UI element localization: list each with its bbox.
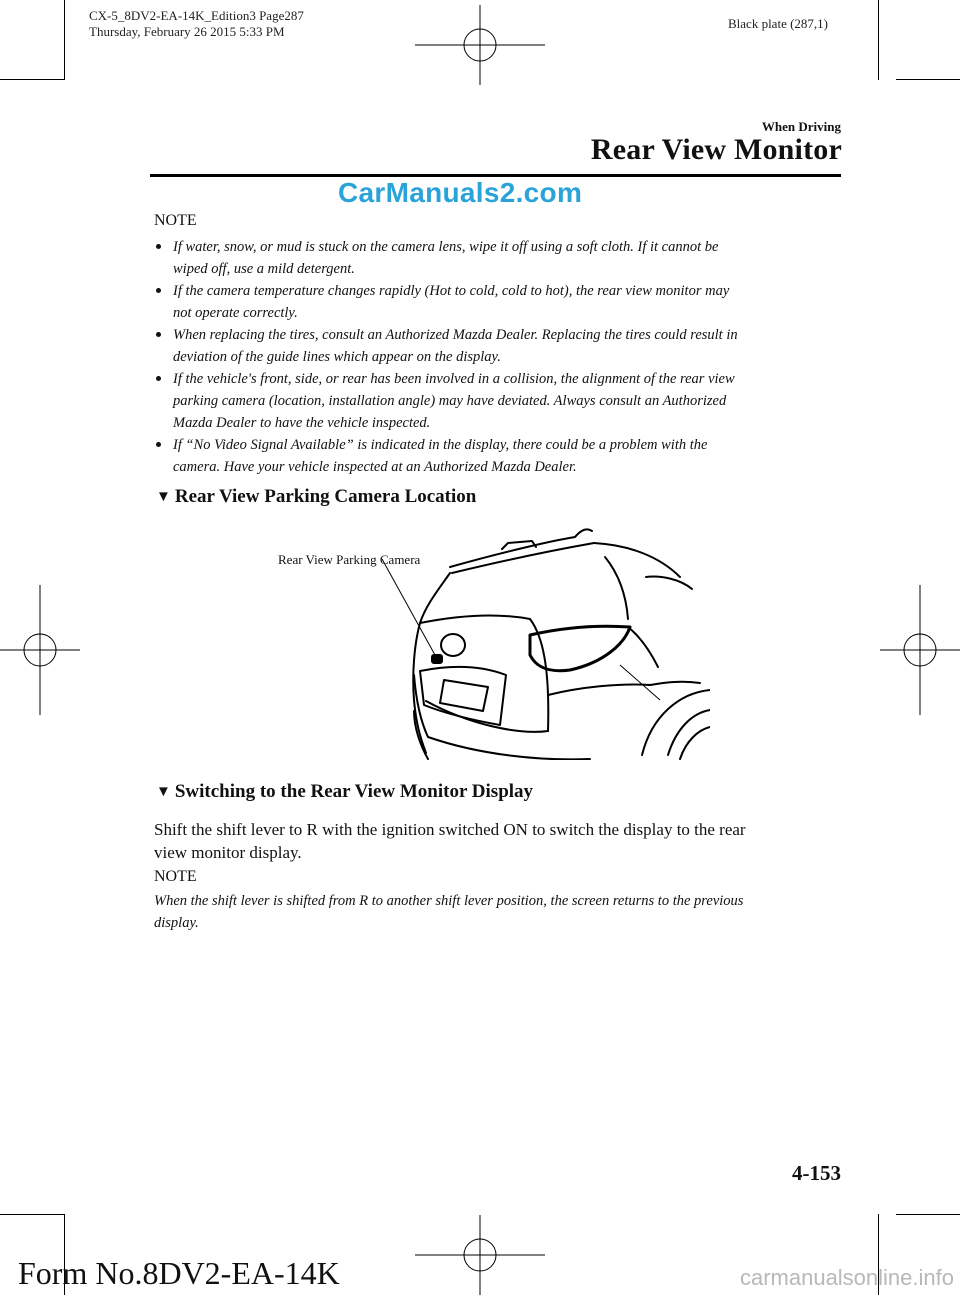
footer-watermark: carmanualsonline.info bbox=[739, 1265, 954, 1290]
crop-mark bbox=[64, 0, 65, 80]
note-heading: NOTE bbox=[154, 212, 197, 229]
registration-mark-right bbox=[880, 585, 960, 715]
bullet-icon bbox=[156, 244, 161, 249]
section-label: When Driving bbox=[761, 119, 841, 134]
note-list bbox=[156, 236, 836, 478]
print-date: Thursday, February 26 2015 5:33 PM bbox=[89, 24, 285, 39]
crop-mark bbox=[896, 79, 960, 80]
triangle-marker-icon: ▼ bbox=[156, 488, 171, 505]
rear-camera-illustration bbox=[380, 515, 710, 760]
bullet-icon bbox=[156, 376, 161, 381]
note-item: When replacing the tires, consult an Authorized Mazda Dealer. Replacing the tires could result in deviation of the guide lines which appear on the display. bbox=[156, 324, 836, 368]
note-item: If “No Video Signal Available” is indicated in the display, there could be a problem with the camera. Have your vehicle inspected at an Authorized Mazda Dealer. bbox=[156, 434, 836, 478]
crop-mark bbox=[896, 1214, 960, 1215]
registration-mark-left bbox=[0, 585, 80, 715]
bullet-icon bbox=[156, 332, 161, 337]
figure-callout-label: Rear View Parking Camera bbox=[278, 552, 421, 567]
note-heading: NOTE bbox=[154, 868, 197, 885]
site-watermark-logo: CarManuals2.com bbox=[338, 177, 583, 208]
registration-mark-top bbox=[415, 5, 545, 85]
bullet-icon bbox=[156, 288, 161, 293]
page-number: 4-153 bbox=[792, 1161, 841, 1185]
note-text: When the shift lever is shifted from R to another shift lever position, the screen returns to the previous display. bbox=[154, 893, 744, 931]
section-heading-camera-location: ▼ Rear View Parking Camera Location bbox=[156, 486, 477, 507]
section-heading-switching-display: ▼ Switching to the Rear View Monitor Display bbox=[156, 781, 534, 802]
note-item: If the camera temperature changes rapidly (Hot to cold, cold to hot), the rear view monitor may not operate correctly. bbox=[156, 280, 836, 324]
crop-mark bbox=[878, 0, 879, 80]
triangle-marker-icon: ▼ bbox=[156, 783, 171, 800]
registration-mark-bottom bbox=[415, 1215, 545, 1295]
crop-mark bbox=[0, 79, 64, 80]
crop-mark bbox=[0, 1214, 64, 1215]
note-item: If the vehicle's front, side, or rear has been involved in a collision, the alignment of the rear view parking camera (location, installation angle) may have deviated. Always consult an Authorized Mazda Dealer to have the vehicle inspected. bbox=[156, 368, 836, 434]
body-paragraph: Shift the shift lever to R with the ignition switched ON to switch the display to the rear view monitor display. bbox=[154, 820, 746, 862]
page-title: Rear View Monitor bbox=[590, 133, 842, 166]
form-number: Form No.8DV2-EA-14K bbox=[18, 1255, 340, 1291]
bullet-icon bbox=[156, 442, 161, 447]
plate-label: Black plate (287,1) bbox=[728, 16, 828, 31]
file-info: CX-5_8DV2-EA-14K_Edition3 Page287 bbox=[89, 8, 304, 23]
note-item: If water, snow, or mud is stuck on the camera lens, wipe it off using a soft cloth. If it cannot be wiped off, use a mild detergent. bbox=[156, 236, 836, 280]
